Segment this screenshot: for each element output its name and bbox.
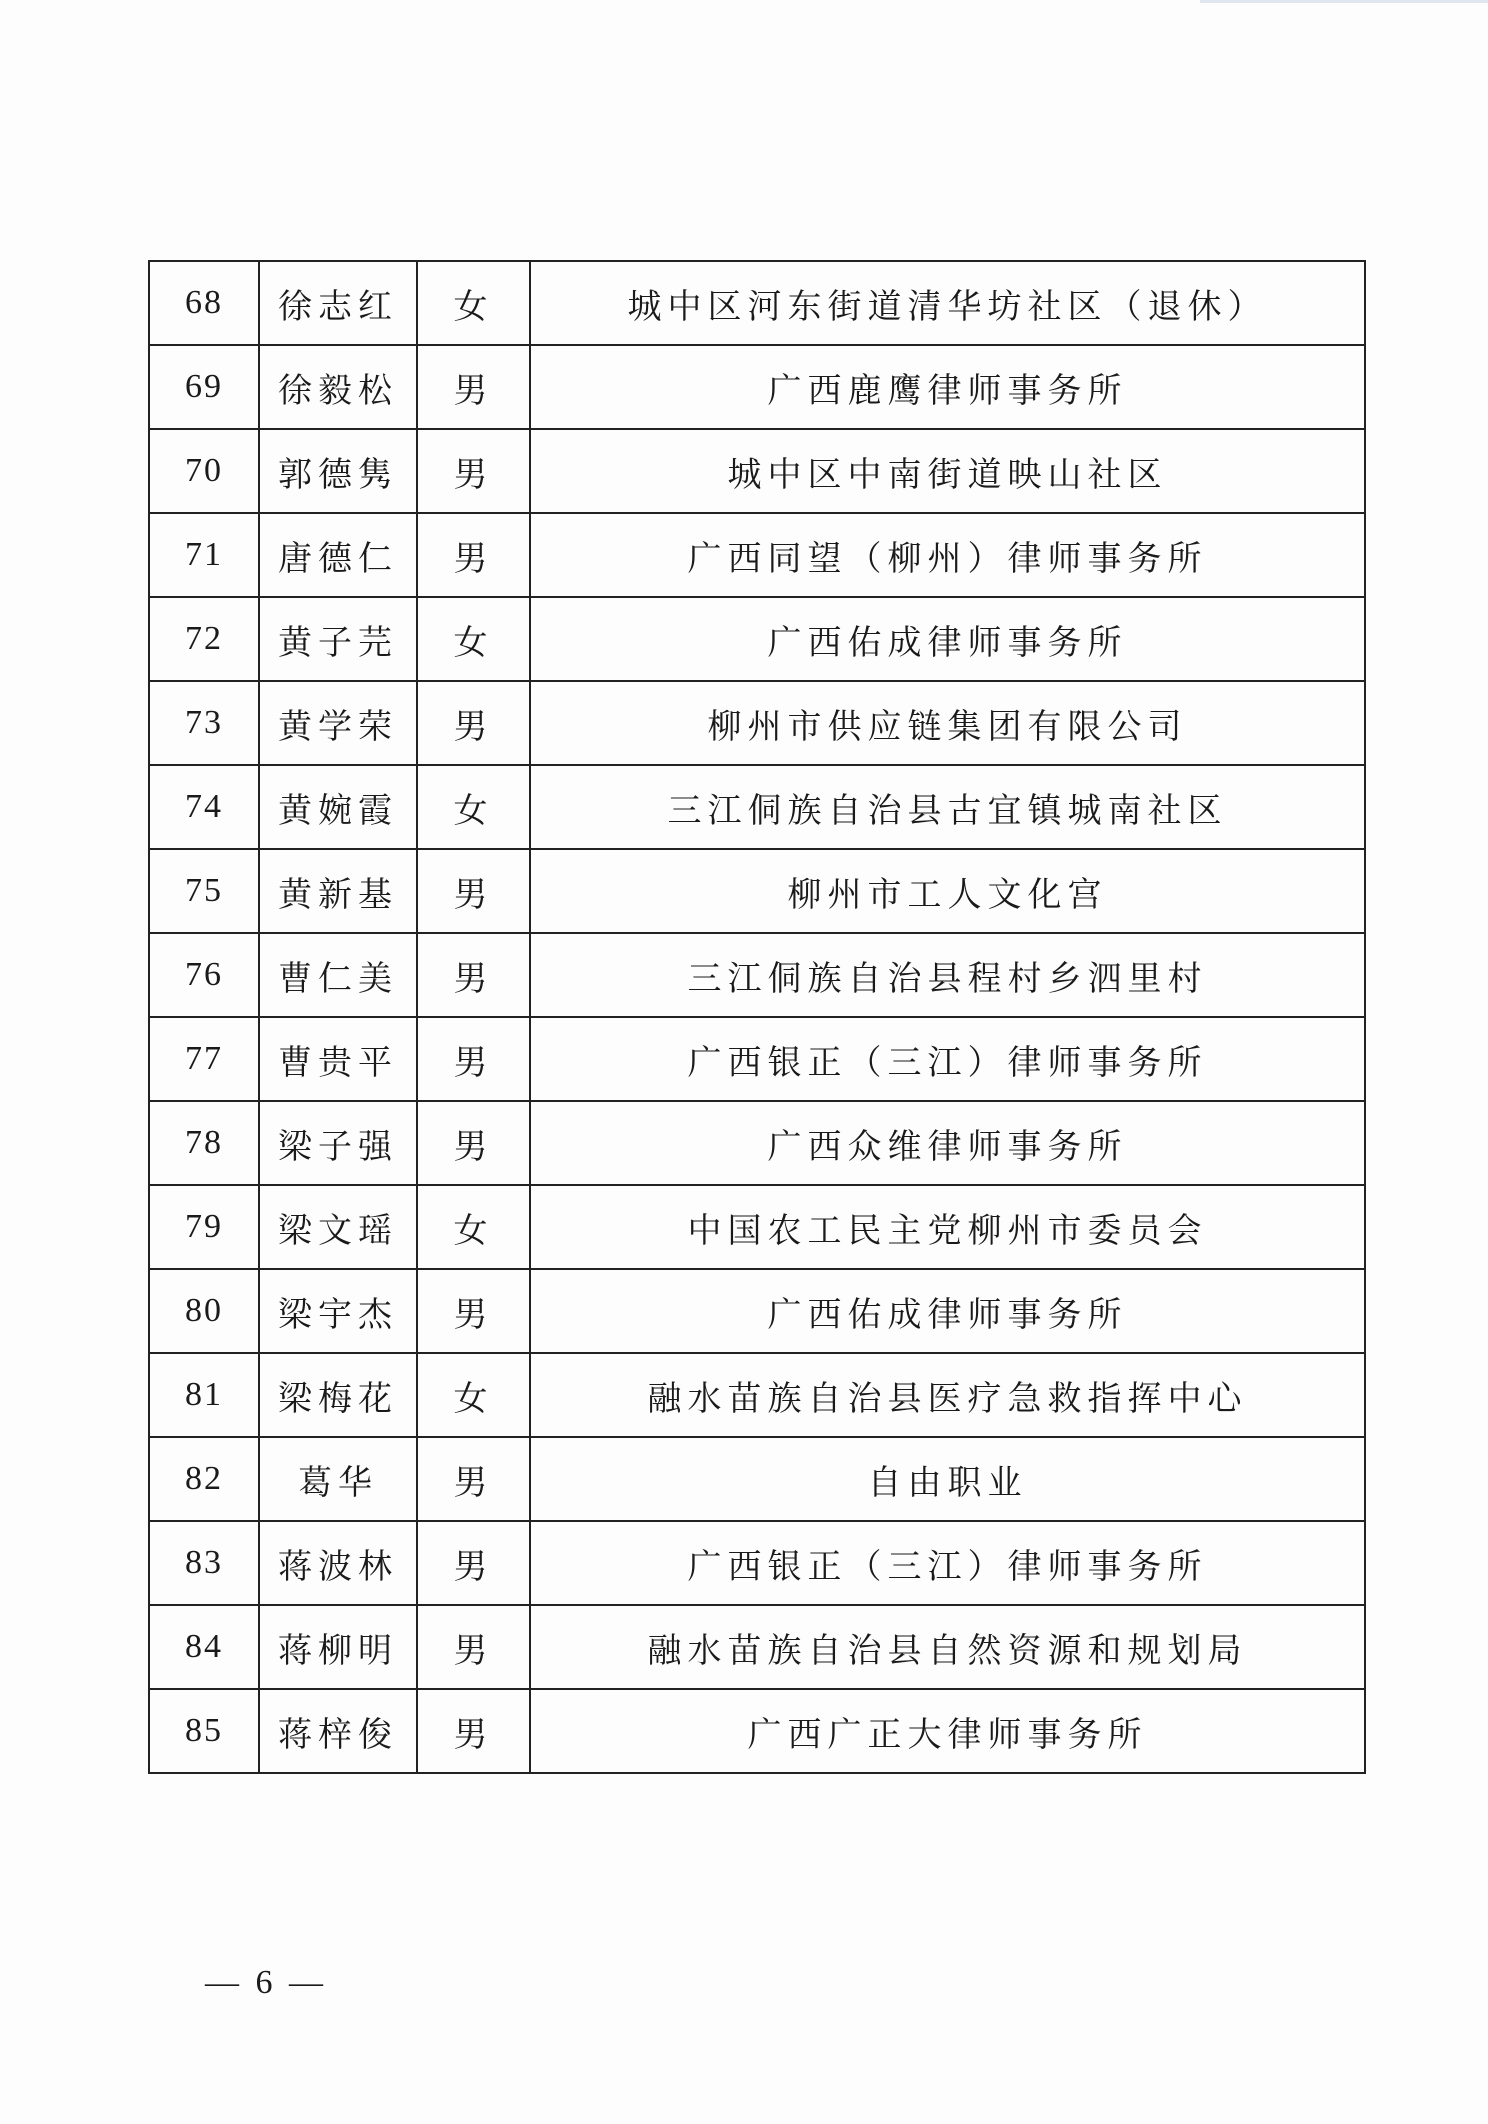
row-number-cell: 83	[149, 1521, 259, 1605]
gender-cell: 男	[417, 849, 530, 933]
table-row	[149, 1437, 1365, 1521]
gender-cell: 男	[417, 681, 530, 765]
organization-cell: 柳州市供应链集团有限公司	[530, 681, 1365, 765]
name-cell: 葛华	[259, 1437, 417, 1521]
organization-cell: 广西鹿鹰律师事务所	[530, 345, 1365, 429]
row-number-cell: 80	[149, 1269, 259, 1353]
name-cell: 梁文瑶	[259, 1185, 417, 1269]
gender-cell: 男	[417, 1437, 530, 1521]
row-number-cell: 77	[149, 1017, 259, 1101]
table-row	[149, 597, 1365, 681]
table-row	[149, 345, 1365, 429]
gender-cell: 男	[417, 1689, 530, 1773]
row-number-cell: 72	[149, 597, 259, 681]
name-cell: 徐毅松	[259, 345, 417, 429]
gender-cell: 男	[417, 513, 530, 597]
organization-cell: 广西佑成律师事务所	[530, 597, 1365, 681]
name-cell: 梁宇杰	[259, 1269, 417, 1353]
table-row	[149, 1017, 1365, 1101]
gender-cell: 女	[417, 1185, 530, 1269]
gender-cell: 男	[417, 429, 530, 513]
table-row	[149, 849, 1365, 933]
gender-cell: 女	[417, 1353, 530, 1437]
roster-table	[148, 260, 1366, 1774]
gender-cell: 男	[417, 1101, 530, 1185]
table-row	[149, 765, 1365, 849]
name-cell: 蒋梓俊	[259, 1689, 417, 1773]
row-number-cell: 68	[149, 261, 259, 345]
gender-cell: 男	[417, 345, 530, 429]
row-number-cell: 71	[149, 513, 259, 597]
organization-cell: 广西银正（三江）律师事务所	[530, 1521, 1365, 1605]
row-number-cell: 79	[149, 1185, 259, 1269]
row-number-cell: 85	[149, 1689, 259, 1773]
organization-cell: 中国农工民主党柳州市委员会	[530, 1185, 1365, 1269]
name-cell: 蒋波林	[259, 1521, 417, 1605]
row-number-cell: 76	[149, 933, 259, 1017]
organization-cell: 自由职业	[530, 1437, 1365, 1521]
organization-cell: 柳州市工人文化宫	[530, 849, 1365, 933]
organization-cell: 广西佑成律师事务所	[530, 1269, 1365, 1353]
roster-table-body	[149, 261, 1365, 1773]
row-number-cell: 78	[149, 1101, 259, 1185]
row-number-cell: 75	[149, 849, 259, 933]
organization-cell: 广西广正大律师事务所	[530, 1689, 1365, 1773]
organization-cell: 广西同望（柳州）律师事务所	[530, 513, 1365, 597]
organization-cell: 广西众维律师事务所	[530, 1101, 1365, 1185]
gender-cell: 男	[417, 1521, 530, 1605]
gender-cell: 男	[417, 1017, 530, 1101]
name-cell: 黄学荣	[259, 681, 417, 765]
row-number-cell: 82	[149, 1437, 259, 1521]
table-row	[149, 1269, 1365, 1353]
table-row	[149, 429, 1365, 513]
gender-cell: 女	[417, 261, 530, 345]
name-cell: 梁子强	[259, 1101, 417, 1185]
organization-cell: 三江侗族自治县程村乡泗里村	[530, 933, 1365, 1017]
name-cell: 梁梅花	[259, 1353, 417, 1437]
organization-cell: 三江侗族自治县古宜镇城南社区	[530, 765, 1365, 849]
scan-edge-mark	[1200, 0, 1488, 3]
organization-cell: 融水苗族自治县医疗急救指挥中心	[530, 1353, 1365, 1437]
table-row	[149, 933, 1365, 1017]
gender-cell: 男	[417, 1605, 530, 1689]
table-row	[149, 1605, 1365, 1689]
name-cell: 蒋柳明	[259, 1605, 417, 1689]
gender-cell: 男	[417, 933, 530, 1017]
organization-cell: 融水苗族自治县自然资源和规划局	[530, 1605, 1365, 1689]
gender-cell: 男	[417, 1269, 530, 1353]
name-cell: 黄子芫	[259, 597, 417, 681]
gender-cell: 女	[417, 597, 530, 681]
table-row	[149, 1101, 1365, 1185]
row-number-cell: 69	[149, 345, 259, 429]
row-number-cell: 84	[149, 1605, 259, 1689]
organization-cell: 城中区河东街道清华坊社区（退休）	[530, 261, 1365, 345]
organization-cell: 广西银正（三江）律师事务所	[530, 1017, 1365, 1101]
row-number-cell: 70	[149, 429, 259, 513]
name-cell: 黄婉霞	[259, 765, 417, 849]
gender-cell: 女	[417, 765, 530, 849]
table-row	[149, 1689, 1365, 1773]
table-row	[149, 261, 1365, 345]
table-row	[149, 1521, 1365, 1605]
row-number-cell: 73	[149, 681, 259, 765]
organization-cell: 城中区中南街道映山社区	[530, 429, 1365, 513]
name-cell: 曹贵平	[259, 1017, 417, 1101]
table-row	[149, 1185, 1365, 1269]
name-cell: 唐德仁	[259, 513, 417, 597]
table-row	[149, 513, 1365, 597]
row-number-cell: 81	[149, 1353, 259, 1437]
table-row	[149, 681, 1365, 765]
page-number: — 6 —	[205, 1964, 327, 2001]
name-cell: 黄新基	[259, 849, 417, 933]
row-number-cell: 74	[149, 765, 259, 849]
table-row	[149, 1353, 1365, 1437]
name-cell: 郭德隽	[259, 429, 417, 513]
name-cell: 曹仁美	[259, 933, 417, 1017]
name-cell: 徐志红	[259, 261, 417, 345]
